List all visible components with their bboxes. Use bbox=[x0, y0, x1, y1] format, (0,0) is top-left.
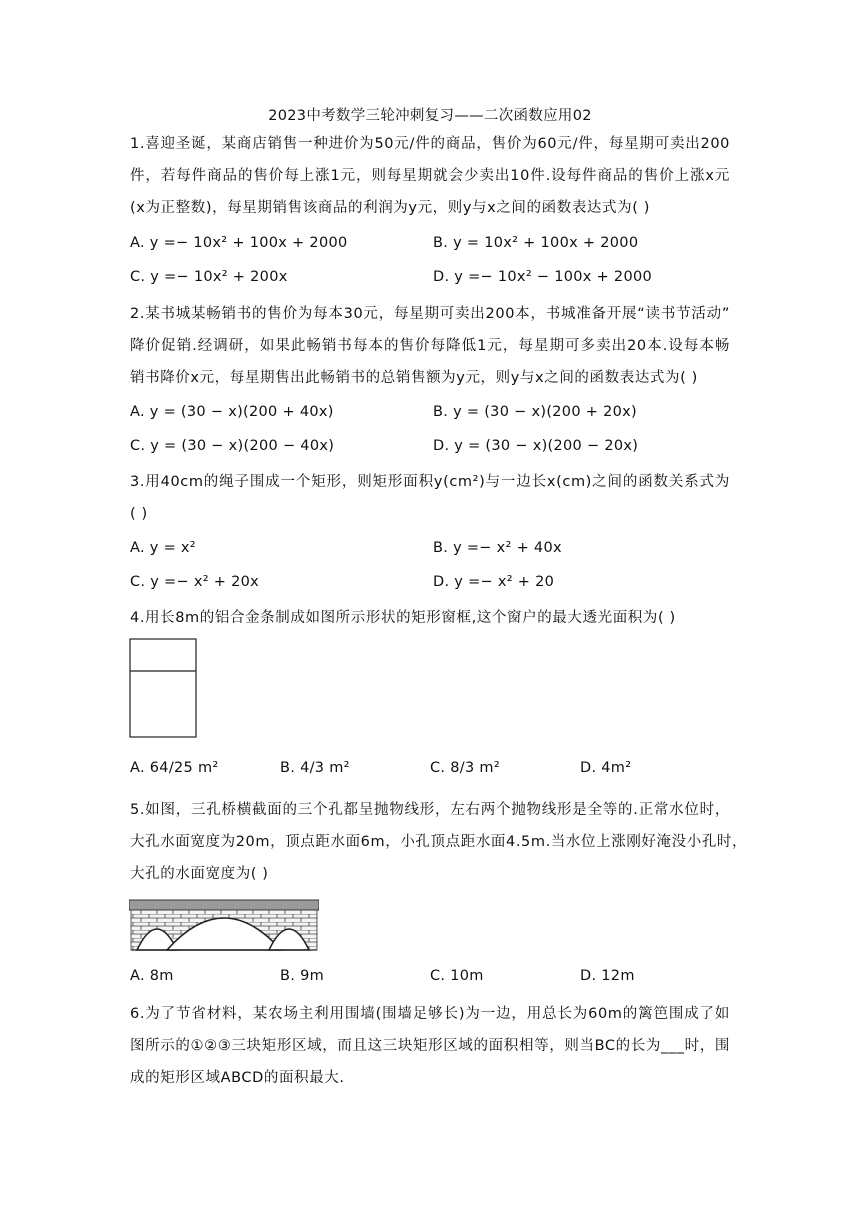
window-frame-figure bbox=[129, 638, 199, 740]
q5-line-1: 5.如图，三孔桥横截面的三个孔都呈抛物线形，左右两个抛物线形是全等的.正常水位时， bbox=[130, 802, 730, 818]
q3-line-1: 3.用40cm的绳子围成一个矩形，则矩形面积y(cm²)与一边长x(cm)之间的函数关系式为 bbox=[130, 474, 730, 490]
q5-option-a: A. 8m bbox=[130, 968, 174, 984]
q2-line-3: 销书降价x元，每星期售出此畅销书的总销售额为y元，则y与x之间的函数表达式为( ) bbox=[130, 370, 698, 386]
q3-option-c: C. y =− x² + 20x bbox=[130, 574, 260, 590]
q1-line-1: 1.喜迎圣诞，某商店销售一种进价为50元/件的商品，售价为60元/件，每星期可卖出200 bbox=[130, 136, 730, 152]
q2-option-b: B. y = (30 − x)(200 + 20x) bbox=[433, 404, 638, 420]
q4-line-1: 4.用长8m的铝合金条制成如图所示形状的矩形窗框,这个窗户的最大透光面积为( ) bbox=[130, 610, 676, 626]
q1-option-b: B. y = 10x² + 100x + 2000 bbox=[433, 235, 639, 251]
q3-option-d: D. y =− x² + 20 bbox=[433, 574, 555, 590]
page-title: 2023中考数学三轮冲刺复习——二次函数应用02 bbox=[268, 108, 592, 124]
bridge-deck bbox=[129, 900, 319, 910]
q4-option-b: B. 4/3 m² bbox=[280, 760, 350, 776]
q4-option-a: A. 64/25 m² bbox=[130, 760, 219, 776]
q3-option-b: B. y =− x² + 40x bbox=[433, 540, 562, 556]
three-arch-bridge-figure bbox=[129, 898, 319, 954]
q4-option-d: D. 4m² bbox=[580, 760, 632, 776]
window-frame-outline bbox=[130, 639, 196, 737]
q2-option-c: C. y = (30 − x)(200 − 40x) bbox=[130, 438, 335, 454]
q1-line-3: (x为正整数)，每星期销售该商品的利润为y元，则y与x之间的函数表达式为( ) bbox=[130, 200, 650, 216]
q2-line-2: 降价促销.经调研，如果此畅销书每本的售价每降低1元，每星期可多卖出20本.设每本畅 bbox=[130, 338, 730, 354]
q5-line-3: 大孔的水面宽度为( ) bbox=[130, 866, 269, 882]
q6-line-1: 6.为了节省材料，某农场主利用围墙(围墙足够长)为一边，用总长为60m的篱笆围成了如 bbox=[130, 1006, 730, 1022]
q5-option-d: D. 12m bbox=[580, 968, 635, 984]
q6-line-2: 图所示的①②③三块矩形区域，而且这三块矩形区域的面积相等，则当BC的长为___时，围 bbox=[130, 1038, 730, 1054]
q1-option-c: C. y =− 10x² + 200x bbox=[130, 269, 288, 285]
q2-option-a: A. y = (30 − x)(200 + 40x) bbox=[130, 404, 334, 420]
q6-line-3: 成的矩形区域ABCD的面积最大. bbox=[130, 1070, 345, 1086]
q2-option-d: D. y = (30 − x)(200 − 20x) bbox=[433, 438, 639, 454]
q1-option-d: D. y =− 10x² − 100x + 2000 bbox=[433, 269, 653, 285]
q5-option-b: B. 9m bbox=[280, 968, 325, 984]
q1-option-a: A. y =− 10x² + 100x + 2000 bbox=[130, 235, 348, 251]
q3-line-2: ( ) bbox=[130, 506, 148, 522]
q5-line-2: 大孔水面宽度为20m，顶点距水面6m，小孔顶点距水面4.5m.当水位上涨刚好淹没小孔时， bbox=[130, 834, 748, 850]
q4-option-c: C. 8/3 m² bbox=[430, 760, 500, 776]
q2-line-1: 2.某书城某畅销书的售价为每本30元，每星期可卖出200本，书城准备开展“读书节活动” bbox=[130, 306, 730, 322]
q3-option-a: A. y = x² bbox=[130, 540, 196, 556]
q1-line-2: 件，若每件商品的售价每上涨1元，则每星期就会少卖出10件.设每件商品的售价上涨x元 bbox=[130, 168, 730, 184]
q5-option-c: C. 10m bbox=[430, 968, 484, 984]
